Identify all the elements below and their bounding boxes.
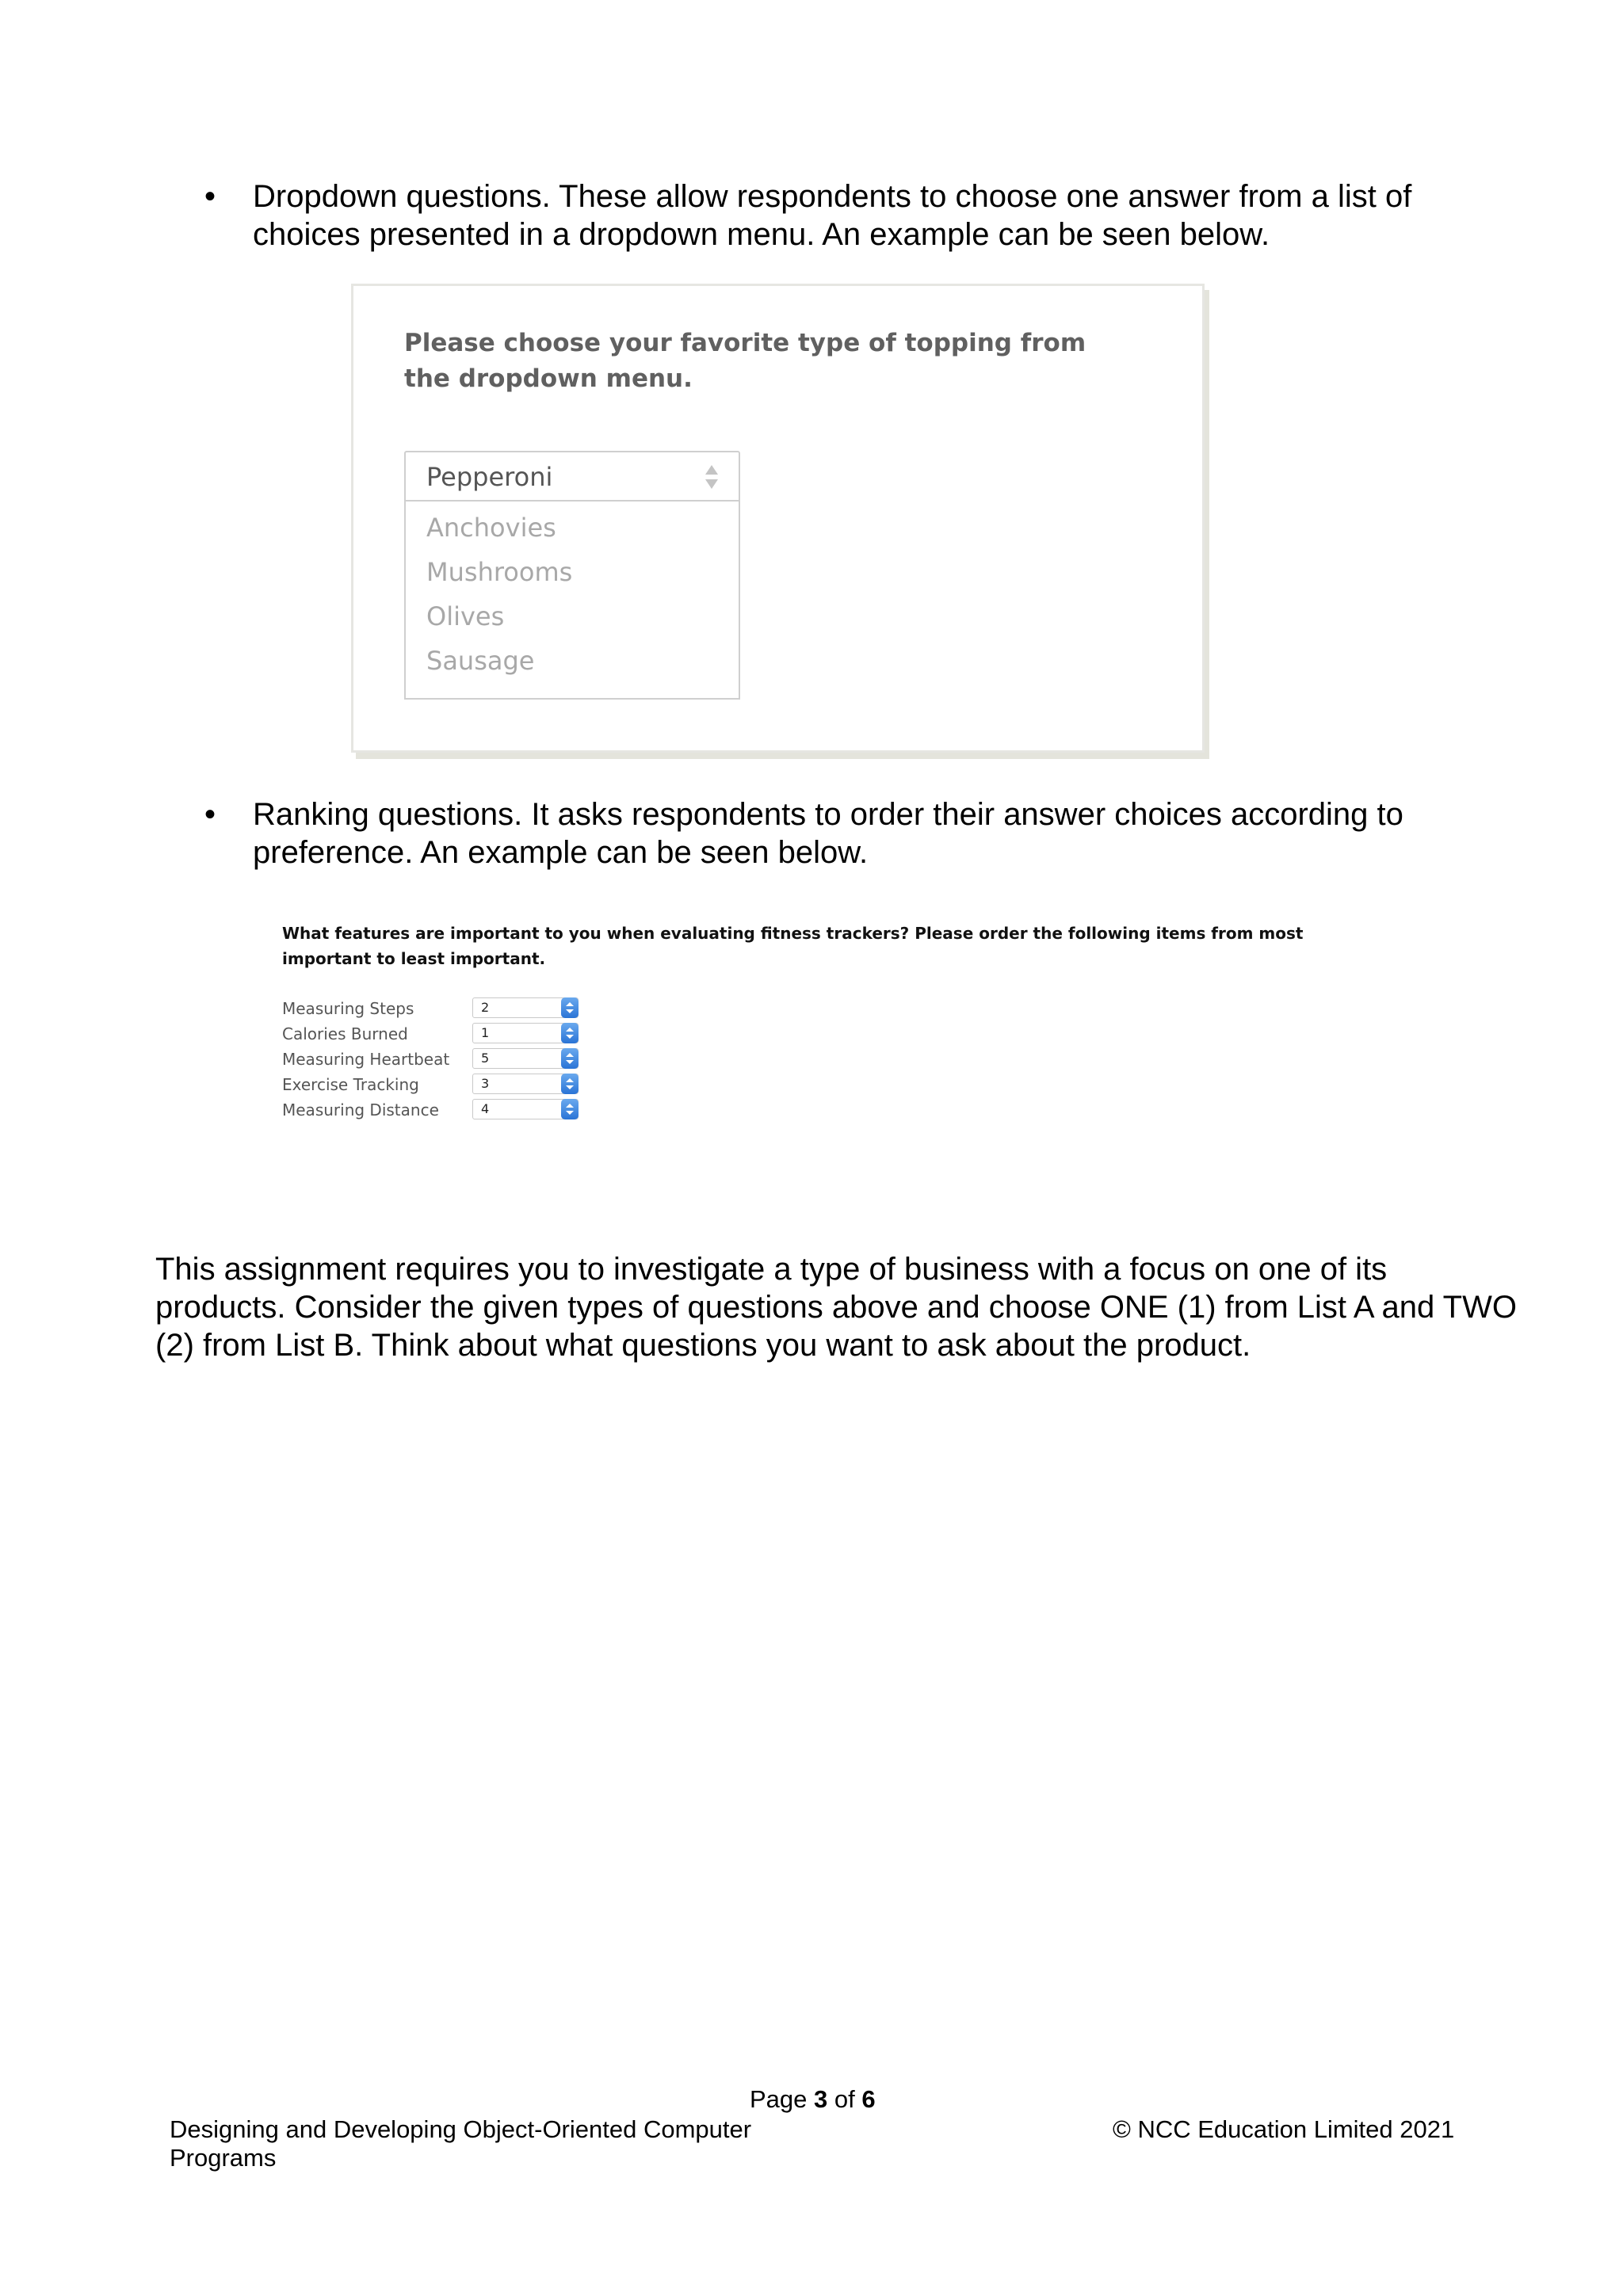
- footer-course-title: Designing and Developing Object-Oriented Computer Programs: [170, 2115, 752, 2172]
- topping-dropdown-selected: Pepperoni: [426, 462, 553, 492]
- page-prefix: Page: [750, 2085, 815, 2113]
- page-total: 6: [861, 2085, 876, 2113]
- ranking-select[interactable]: [472, 997, 579, 1018]
- ranking-row: [282, 1022, 599, 1046]
- ranking-select-value: 5: [481, 1051, 490, 1066]
- dropdown-example-figure: [351, 284, 1205, 753]
- ranking-row: [282, 1047, 599, 1071]
- bullet-marker: •: [204, 797, 216, 832]
- ranking-item-label: Measuring Distance: [282, 1100, 439, 1119]
- ranking-row: [282, 997, 599, 1020]
- stepper-arrows-icon[interactable]: [561, 1099, 579, 1119]
- stepper-arrows-icon[interactable]: [561, 1023, 579, 1043]
- stepper-arrows-icon[interactable]: [561, 1074, 579, 1094]
- page-number: [750, 2085, 876, 2114]
- ranking-item-label: Measuring Heartbeat: [282, 1050, 450, 1069]
- ranking-select[interactable]: [472, 1048, 579, 1069]
- topping-dropdown[interactable]: [404, 451, 740, 502]
- ranking-item-label: Calories Burned: [282, 1024, 408, 1043]
- stepper-arrows-icon[interactable]: [561, 997, 579, 1018]
- dropdown-option[interactable]: Sausage: [426, 646, 535, 676]
- dropdown-example-question: Please choose your favorite type of topping from the dropdown menu.: [404, 329, 1086, 393]
- topping-dropdown-list: [404, 500, 740, 700]
- bullet-marker: •: [204, 179, 216, 214]
- ranking-select[interactable]: [472, 1023, 579, 1043]
- footer-copyright: © NCC Education Limited 2021: [1113, 2115, 1455, 2143]
- ranking-select[interactable]: [472, 1074, 579, 1094]
- assignment-paragraph: This assignment requires you to investigate a type of business with a focus on one of its products. Consider the given types of questions above and choose ONE (1) from List A and TWO (2) from List B. Think about what questions you want to ask about the product.: [155, 1252, 1517, 1363]
- page-current: 3: [814, 2085, 828, 2113]
- ranking-row: [282, 1098, 599, 1122]
- bullet-ranking-questions: Ranking questions. It asks respondents to order their answer choices according to preference. An example can be seen below.: [253, 797, 1403, 870]
- ranking-example-figure: [276, 913, 1361, 1135]
- page-of: of: [827, 2085, 862, 2113]
- ranking-select-value: 1: [481, 1025, 490, 1040]
- bullet-dropdown-questions: Dropdown questions. These allow respondents to choose one answer from a list of choices presented in a dropdown menu. An example can be seen below.: [253, 179, 1412, 252]
- up-down-arrows-icon: [704, 463, 720, 490]
- ranking-select-value: 3: [481, 1076, 490, 1091]
- dropdown-option[interactable]: Mushrooms: [426, 557, 573, 587]
- stepper-arrows-icon[interactable]: [561, 1048, 579, 1069]
- dropdown-option[interactable]: Olives: [426, 601, 505, 631]
- ranking-select[interactable]: [472, 1099, 579, 1119]
- ranking-item-label: Measuring Steps: [282, 999, 414, 1018]
- ranking-select-value: 4: [481, 1101, 490, 1116]
- ranking-item-label: Exercise Tracking: [282, 1075, 419, 1094]
- ranking-row: [282, 1073, 599, 1097]
- dropdown-option[interactable]: Anchovies: [426, 513, 556, 543]
- ranking-select-value: 2: [481, 1000, 490, 1015]
- ranking-example-question: What features are important to you when evaluating fitness trackers? Please order the following items from most important to least important.: [282, 924, 1304, 968]
